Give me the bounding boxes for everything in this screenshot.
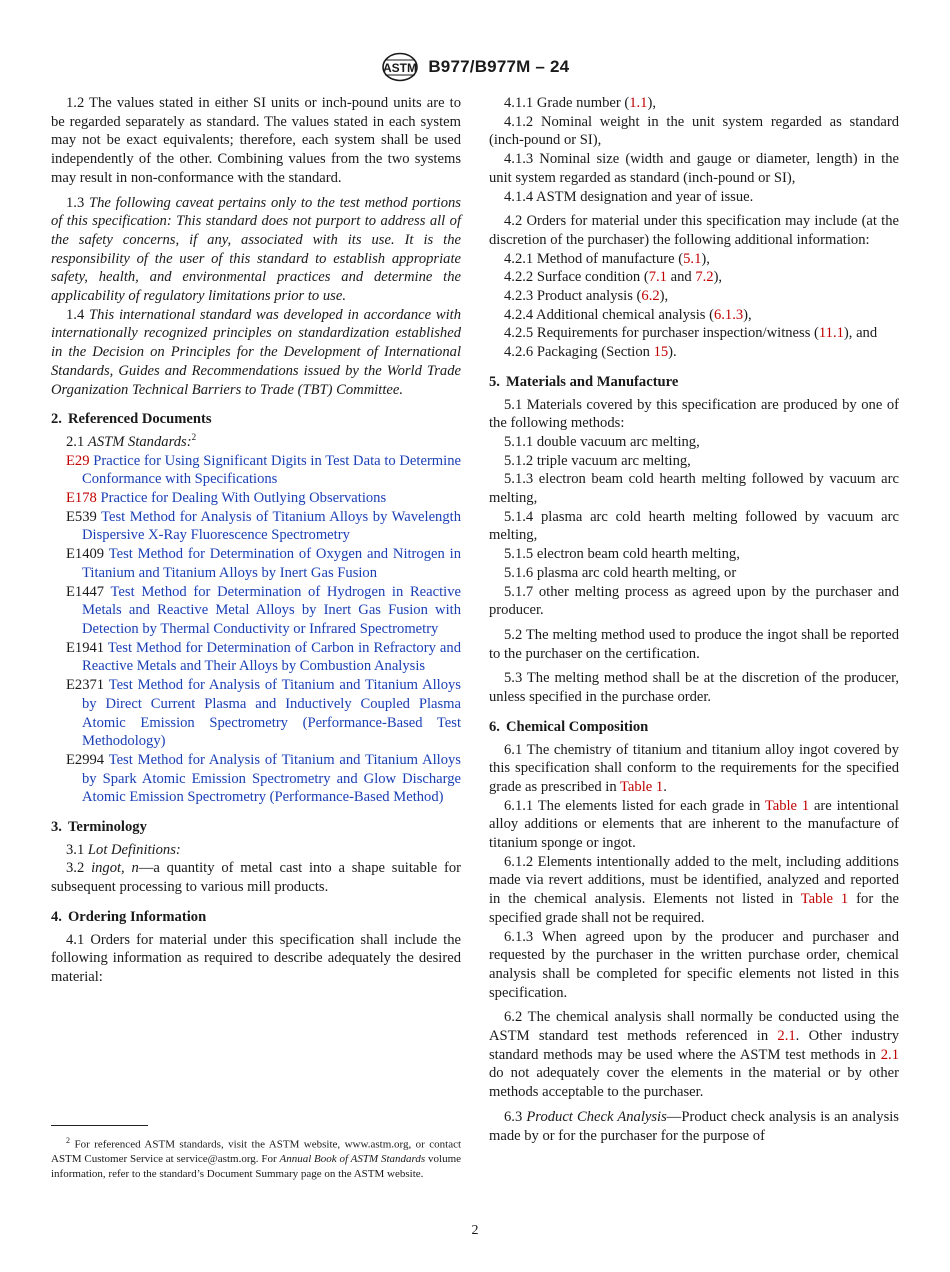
para-5-1: 5.1 Materials covered by this specification are produced by one of the following methods:: [489, 396, 899, 432]
crossref-5-1[interactable]: 5.1: [683, 250, 702, 267]
para-5-1-4: 5.1.4 plasma arc cold hearth melting followed by vacuum arc melting,: [489, 508, 899, 544]
para-4-1: 4.1 Orders for material under this specification shall include the following information as required to describe adequately the desired material:: [51, 931, 461, 985]
right-column: [489, 94, 899, 1145]
para-4-1-3: 4.1.3 Nominal size (width and gauge or diameter, length) in the unit system regarded as standard (inch-pound or SI),: [489, 151, 899, 186]
para-5-1-1: 5.1.1 double vacuum arc melting,: [504, 433, 700, 450]
ref-item-e178[interactable]: E178 Practice for Dealing With Outlying Observations: [66, 490, 387, 507]
para-5-1-3: 5.1.3 electron beam cold hearth melting followed by vacuum arc melting,: [489, 471, 899, 507]
para-1-2: 1.2 The values stated in either SI units or inch-pound units are to be regarded separately as standard. The values stated in each system may not be exact equivalents; therefore, each system shall be used independently of the other. Combining values from the two systems may result in non-conformance with the standard.: [51, 95, 461, 186]
crossref-7-2[interactable]: 7.2: [695, 269, 714, 286]
ref-item-e1941[interactable]: E1941 Test Method for Determination of Carbon in Refractory and Reactive Metals and Their Alloys by Combustion Analysis: [66, 639, 461, 675]
para-1-3: 1.3 The following caveat pertains only to the test method portions of this specification: This standard does not purport to address all of the safety concerns, if any, associated with its use. It is the responsibility of the user of this standard to establish appropriate safety, health, and environmental practices and determine the applicability of regulatory limitations prior to use.: [51, 194, 461, 305]
para-6-1-3: 6.1.3 When agreed upon by the producer and purchaser and requested by the purchaser in the written purchase order, chemical analysis shall be completed for specific elements not listed in this specification.: [489, 928, 899, 1001]
crossref-table-1[interactable]: Table 1: [620, 778, 664, 795]
referenced-documents-list: [51, 452, 461, 807]
para-6-1-2: 6.1.2 Elements intentionally added to the melt, including additions made via revert additions, must be identified, analyzed and reported in the chemical analysis. Elements not listed in Table 1 for the specified grade shall not be required.: [489, 853, 899, 926]
para-5-1-7: 5.1.7 other melting process as agreed upon by the purchaser and producer.: [489, 583, 899, 619]
crossref-11-1[interactable]: 11.1: [818, 325, 844, 342]
ref-item-e1447[interactable]: E1447 Test Method for Determination of Hydrogen in Reactive Metals and Reactive Metal Alloys by Inert Gas Fusion with Detection by Thermal Conductivity or Infrared Spectrometry: [66, 583, 461, 637]
para-1-4: 1.4 This international standard was developed in accordance with internationally recognized principles on standardization established in the Decision on Principles for the Development of International Standards, Guides and Recommendations issued by the World Trade Organization Technical Barriers to Trade (TBT) Committee.: [51, 306, 462, 398]
left-column: [51, 94, 461, 987]
section-6-heading: 6. Chemical Composition: [489, 718, 649, 735]
crossref-6-2[interactable]: 6.2: [641, 288, 660, 305]
para-4-2-1: 4.2.1 Method of manufacture (5.1),: [504, 250, 710, 267]
para-4-1-1: 4.1.1 Grade number (1.1),: [504, 95, 656, 111]
crossref-15[interactable]: 15: [653, 344, 669, 361]
crossref-2-1[interactable]: 2.1: [777, 1028, 796, 1045]
para-4-2-5: 4.2.5 Requirements for purchaser inspection/witness (11.1), and: [504, 325, 878, 342]
para-5-1-5: 5.1.5 electron beam cold hearth melting,: [504, 546, 740, 563]
crossref-2-1[interactable]: 2.1: [880, 1046, 899, 1063]
para-4-2-3: 4.2.3 Product analysis (6.2),: [504, 288, 669, 305]
para-2-1: 2.1 ASTM Standards:$^2$: [66, 432, 197, 450]
section-4-heading: 4. Ordering Information: [51, 908, 207, 925]
para-5-1-2: 5.1.2 triple vacuum arc melting,: [504, 452, 691, 469]
para-3-2: 3.2 ingot, n—a quantity of metal cast into a shape suitable for subsequent processing to various mill products.: [51, 860, 461, 896]
section-5-heading: 5. Materials and Manufacture: [489, 373, 679, 390]
crossref-1-1[interactable]: 1.1: [629, 95, 648, 111]
para-6-3: 6.3 Product Check Analysis—Product check analysis is an analysis made by or for the purchaser for the purpose of: [489, 1108, 899, 1144]
para-4-2-6: 4.2.6 Packaging (Section 15).: [504, 344, 677, 361]
ref-item-e1409[interactable]: E1409 Test Method for Determination of Oxygen and Nitrogen in Titanium and Titanium Alloys by Inert Gas Fusion: [66, 546, 461, 581]
crossref-6-1-3[interactable]: 6.1.3: [713, 306, 744, 323]
para-4-2-2: 4.2.2 Surface condition (7.1 and 7.2),: [504, 269, 723, 286]
page-number: 2: [471, 1223, 479, 1238]
ref-item-e539[interactable]: E539 Test Method for Analysis of Titanium Alloys by Wavelength Dispersive X-Ray Fluorescence Spectrometry: [66, 508, 461, 544]
ref-item-e2994[interactable]: E2994 Test Method for Analysis of Titanium and Titanium Alloys by Spark Atomic Emission Spectrometry and Glow Discharge Atomic Emission Spectrometry (Performance-Based Method): [66, 751, 461, 806]
para-3-1: 3.1 Lot Definitions:: [66, 841, 181, 858]
section-3-heading: 3. Terminology: [51, 819, 147, 836]
crossref-table-1[interactable]: Table 1: [800, 891, 849, 908]
para-6-2: 6.2 The chemical analysis shall normally be conducted using the ASTM standard test methods referenced in 2.1. Other industry standard methods may be used where the ASTM test methods in 2.1 do not adequately cover the elements in the material or by other methods acceptable to the purchaser.: [489, 1009, 899, 1101]
astm-logo-icon: [381, 52, 419, 82]
para-4-2-4: 4.2.4 Additional chemical analysis (6.1.3),: [504, 306, 752, 323]
para-5-1-6: 5.1.6 plasma arc cold hearth melting, or: [504, 564, 737, 581]
para-5-3: 5.3 The melting method shall be at the discretion of the producer, unless specified in the purchase order.: [489, 670, 899, 706]
para-6-1: 6.1 The chemistry of titanium and titanium alloy ingot covered by this specification shall conform to the requirements for the specified grade as prescribed in Table 1.: [489, 741, 899, 795]
para-6-1-1: 6.1.1 The elements listed for each grade in Table 1 are intentional alloy additions or elements that are inherent to the manufacture of titanium sponge or ingot.: [489, 797, 899, 852]
para-4-2: 4.2 Orders for material under this specification may include (at the discretion of the purchaser) the following additional information:: [489, 213, 899, 248]
para-4-1-4: 4.1.4 ASTM designation and year of issue.: [504, 188, 754, 205]
footnote-2: $^2$ For referenced ASTM standards, visit the ASTM website, www.astm.org, or contact ASTM Customer Service at service@astm.org. For Annual Book of ASTM Standards volume information, refer to the standard’s Document Summary page on the ASTM website.: [51, 1136, 462, 1180]
svg-text:ASTM: ASTM: [382, 61, 417, 75]
para-5-2: 5.2 The melting method used to produce the ingot shall be reported to the purchaser on the certification.: [489, 626, 899, 662]
crossref-7-1[interactable]: 7.1: [648, 269, 667, 286]
standard-designation: B977/B977M – 24: [428, 56, 570, 76]
footnote-rule: [51, 1125, 148, 1126]
para-4-1-2: 4.1.2 Nominal weight in the unit system regarded as standard (inch-pound or SI),: [489, 113, 899, 149]
crossref-table-1[interactable]: Table 1: [764, 797, 810, 814]
page-header: [0, 52, 950, 86]
ref-item-e2371[interactable]: E2371 Test Method for Analysis of Titanium and Titanium Alloys by Direct Current Plasma and Inductively Coupled Plasma Atomic Emission Spectrometry (Performance-Based Test Methodology): [66, 677, 461, 750]
ref-item-e29[interactable]: E29 Practice for Using Significant Digits in Test Data to Determine Conformance with Specifications: [66, 452, 461, 488]
section-2-heading: 2. Referenced Documents: [51, 411, 212, 428]
